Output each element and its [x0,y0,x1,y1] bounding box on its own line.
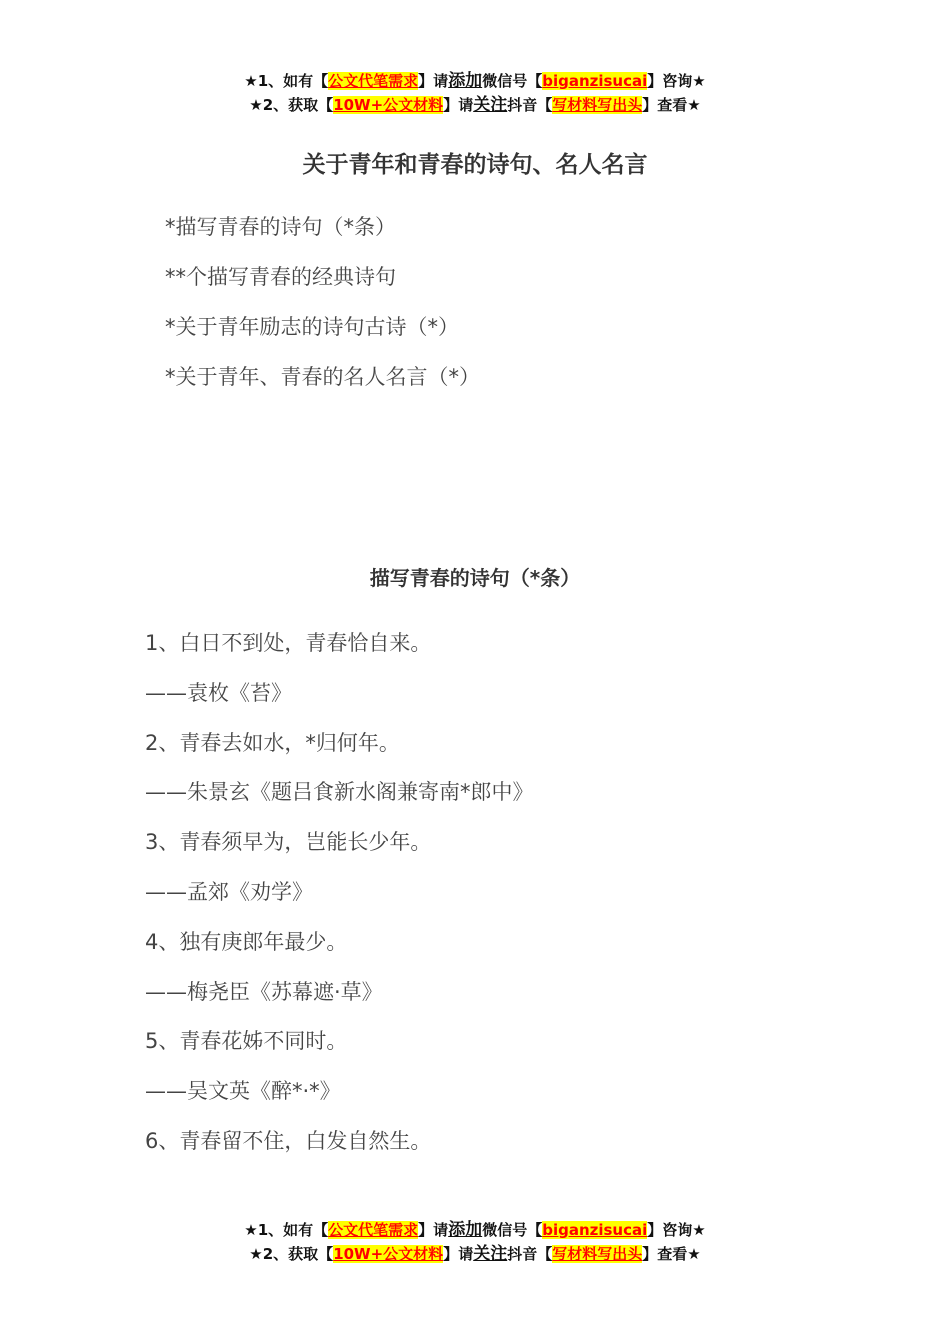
poem-source: ——吴文英《醉*·*》 [145,1079,341,1104]
poem-line: 2、青春去如水，*归何年。 [145,730,400,755]
banner-highlight: 10W+公文材料 [333,96,444,114]
banner-text: 】查看★ [642,96,701,114]
banner-text: 抖音【 [507,96,553,114]
poem-line: 1、白日不到处，青春恰自来。 [145,631,432,655]
banner-highlight: 10W+公文材料 [333,1245,444,1263]
banner-highlight: 写材料写出头 [552,1245,643,1263]
banner-highlight: 公文代笔需求 [328,1221,419,1239]
banner-emphasis: 关注 [473,1244,508,1264]
banner-emphasis: 关注 [473,95,508,115]
banner-emphasis: 添加 [448,1220,483,1240]
toc-item: *描写青春的诗句（*条） [165,215,396,239]
poem-line: 6、青春留不住，白发自然生。 [145,1128,432,1153]
header-banner [0,69,950,117]
banner-text: 】查看★ [642,1245,701,1263]
poem-source: ——袁枚《苔》 [145,680,292,705]
poem-source: ——孟郊《劝学》 [145,879,313,904]
toc-item: *关于青年、青春的名人名言（*） [165,365,480,389]
toc-item: *关于青年励志的诗句古诗（*） [165,315,459,339]
banner-text: 】咨询★ [647,1221,706,1239]
banner-line-1 [0,1218,950,1242]
banner-text: ★2、获取【 [249,1245,334,1263]
banner-text: 微信号【 [482,1221,543,1239]
banner-text: 】请 [418,1221,449,1239]
banner-highlight: biganzisucai [542,1221,648,1239]
table-of-contents [165,210,480,410]
banner-text: 】咨询★ [647,72,706,90]
banner-text: ★1、如有【 [244,1221,329,1239]
banner-line-1 [0,69,950,93]
poem-source: ——朱景玄《题吕食新水阁兼寄南*郎中》 [145,780,534,805]
poem-line: 5、青春花姊不同时。 [145,1029,348,1054]
footer-banner [0,1218,950,1266]
banner-text: 】请 [418,72,449,90]
poem-source: ——梅尧臣《苏幕遮·草》 [145,979,383,1004]
banner-highlight: 写材料写出头 [552,96,643,114]
banner-text: 】请 [443,1245,474,1263]
banner-text: 微信号【 [482,72,543,90]
document-title: 关于青年和青春的诗句、名人名言 [302,152,648,178]
banner-text: 】请 [443,96,474,114]
poem-line: 4、独有庚郎年最少。 [145,929,348,954]
section-title: 描写青春的诗句（*条） [369,566,581,590]
banner-text: ★2、获取【 [249,96,334,114]
poem-list [145,626,534,1174]
banner-line-2 [0,93,950,117]
banner-highlight: 公文代笔需求 [328,72,419,90]
banner-text: ★1、如有【 [244,72,329,90]
banner-emphasis: 添加 [448,71,483,91]
banner-text: 抖音【 [507,1245,553,1263]
toc-item: **个描写青春的经典诗句 [165,265,396,289]
banner-highlight: biganzisucai [542,72,648,90]
banner-line-2 [0,1242,950,1266]
poem-line: 3、青春须早为，岂能长少年。 [145,830,432,855]
